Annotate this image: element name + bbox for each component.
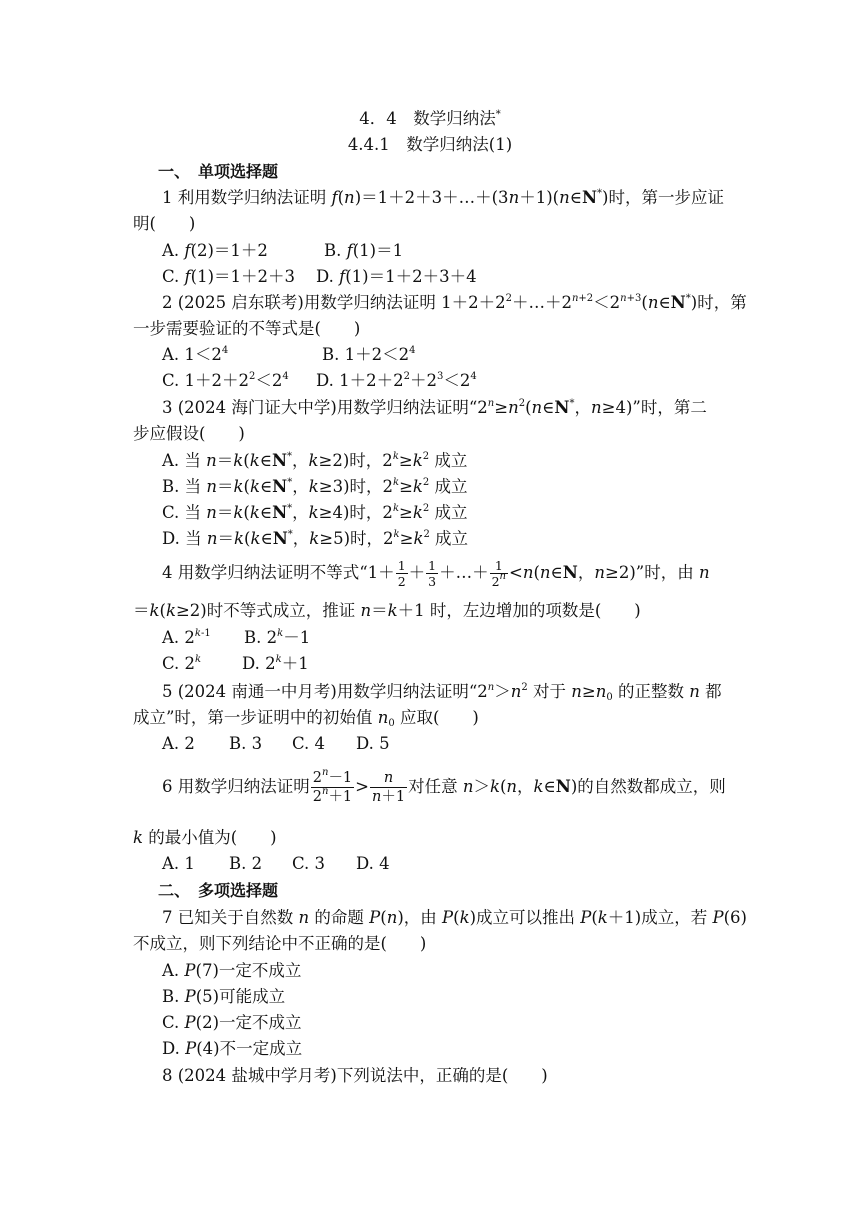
- question-6-option-b: B. 2: [229, 854, 263, 873]
- question-4-option-a: A. 2$^{k-1}$: [162, 628, 211, 647]
- question-7-option-a: A. P(7)一定不成立: [162, 961, 302, 980]
- question-2-line-1: 2 (2025 启东联考)用数学归纳法证明 $1+2+2^2+\dots+2^{n+2}<2^{n+3}(n\in N^*)$时，第: [162, 293, 747, 312]
- question-5-option-b: B. 3: [229, 734, 263, 753]
- question-6-line-2: k 的最小值为( ): [133, 828, 277, 847]
- question-7-option-c: C. P(2)一定不成立: [162, 1013, 302, 1032]
- question-2-option-b: B. $1+2<2^4$: [322, 345, 416, 364]
- question-4-option-c: C. 2$^k$: [162, 654, 202, 673]
- question-4-option-d: D. $2^k+1$: [242, 654, 309, 673]
- question-2-option-c: C. $1+2+2^2<2^4$: [162, 371, 289, 390]
- question-4-line-1: 4 用数学归纳法证明不等式“1＋ $\frac{1}{2}$ ＋ $\frac{1}{3}$ ＋…＋ $\frac{1}{2^n}$ <n(n∈N，n≥2)”时，由 n: [162, 558, 710, 589]
- question-3-line-1: 3 (2024 海门证大中学)用数学归纳法证明“$2^n\ge n^2(n\in N^*$，n≥4)”时，第二: [162, 398, 707, 417]
- question-1-line-2: 明( ): [133, 214, 196, 233]
- page-subtitle: 4.4.1 数学归纳法(1): [347, 135, 513, 154]
- question-5-option-d: D. 5: [356, 734, 390, 753]
- question-3-option-b: B. 当 n＝k(k∈N*，k≥3)时，$2^k\ge k^2$ 成立: [162, 477, 468, 496]
- question-2-line-2: 一步需要验证的不等式是( ): [133, 319, 361, 338]
- section-heading-single-choice: 一、 单项选择题: [158, 162, 279, 181]
- question-1-line-1: 1 利用数学归纳法证明 f(n)＝1＋2＋3＋…＋(3n＋1)(n∈N*)时，第一步应证: [162, 188, 724, 207]
- question-4-line-2: ＝k(k≥2)时不等式成立，推证 n＝k＋1 时，左边增加的项数是( ): [133, 601, 641, 620]
- section-heading-multi-choice: 二、 多项选择题: [158, 881, 279, 900]
- question-6-option-c: C. 3: [292, 854, 326, 873]
- question-2-option-d: D. $1+2+2^2+2^3<2^4$: [316, 371, 477, 390]
- question-1-option-d: D. f(1)＝1＋2＋3＋4: [316, 267, 477, 286]
- question-4-option-b: B. $2^k-1$: [244, 628, 311, 647]
- question-8-line-1: 8 (2024 盐城中学月考)下列说法中，正确的是( ): [162, 1066, 548, 1085]
- question-5-line-2: 成立”时，第一步证明中的初始值 $n_0$ 应取( ): [133, 708, 479, 729]
- question-7-line-2: 不成立，则下列结论中不正确的是( ): [133, 934, 427, 953]
- question-1-option-c: C. f(1)＝1＋2＋3: [162, 267, 296, 286]
- question-3-option-a: A. 当 n＝k(k∈N*，k≥2)时，$2^k\ge k^2$ 成立: [162, 451, 468, 470]
- question-7-option-d: D. P(4)不一定成立: [162, 1039, 303, 1058]
- question-3-option-c: C. 当 n＝k(k∈N*，k≥4)时，$2^k\ge k^2$ 成立: [162, 503, 468, 522]
- question-1-option-b: B. f(1)＝1: [324, 241, 404, 260]
- question-3-line-2: 步应假设( ): [133, 424, 245, 443]
- question-7-line-1: 7 已知关于自然数 n 的命题 P(n)，由 P(k)成立可以推出 P(k＋1)成立，若 P(6): [162, 908, 747, 927]
- question-6-option-d: D. 4: [356, 854, 390, 873]
- question-6-option-a: A. 1: [162, 854, 195, 873]
- page-title: 4．4 数学归纳法*: [359, 109, 501, 128]
- question-2-option-a: A. $1<2^4$: [162, 345, 229, 364]
- question-5-option-a: A. 2: [162, 734, 195, 753]
- question-3-option-d: D. 当 n＝k(k∈N*，k≥5)时，$2^k\ge k^2$ 成立: [162, 529, 469, 548]
- question-7-option-b: B. P(5)可能成立: [162, 987, 286, 1006]
- question-5-line-1: 5 (2024 南通一中月考)用数学归纳法证明“$2^n>n^2$ 对于 $n\ge n_0$ 的正整数 n 都: [162, 682, 722, 703]
- question-6-line-1: 6 用数学归纳法证明 $\frac{2^n-1}{2^n+1}$ > $\frac{n}{n+1}$ 对任意 n＞k(n，k∈N)的自然数都成立，则: [162, 767, 726, 805]
- question-1-option-a: A. f(2)＝1＋2: [162, 241, 268, 260]
- question-5-option-c: C. 4: [292, 734, 326, 753]
